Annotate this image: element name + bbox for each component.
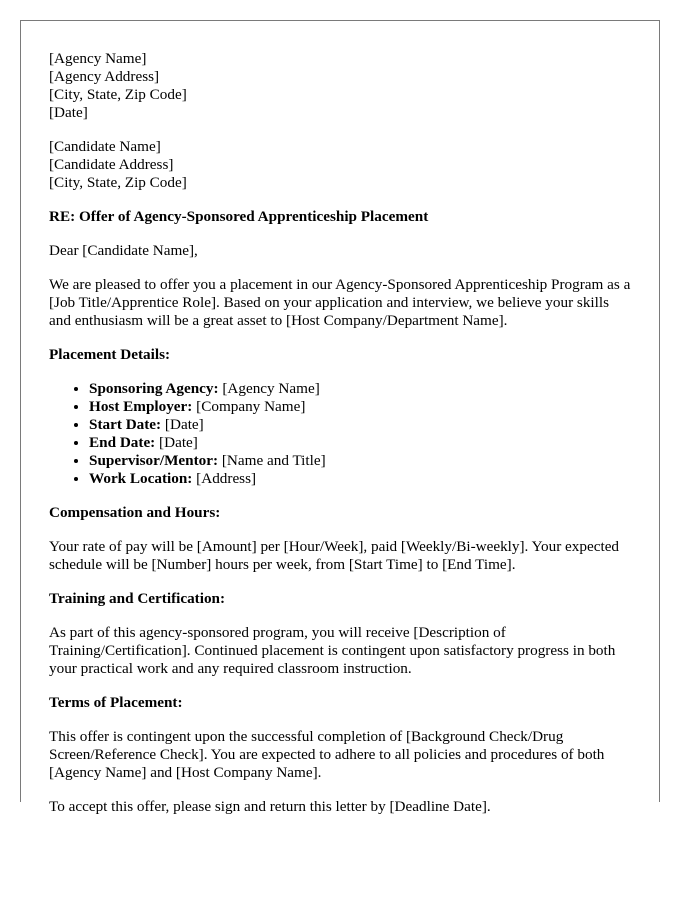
placement-value: [Address] [192, 470, 257, 487]
terms-heading: Terms of Placement: [49, 694, 183, 711]
placement-label: Work Location: [89, 470, 193, 487]
letter-page [20, 20, 660, 815]
placement-label: Host Employer: [89, 398, 193, 415]
recipient-city: [City, State, Zip Code] [49, 174, 187, 191]
recipient-address: [Candidate Address] [49, 156, 174, 173]
placement-heading: Placement Details: [49, 346, 171, 363]
placement-value: [Company Name] [192, 398, 306, 415]
placement-value: [Date] [161, 416, 204, 433]
training-heading: Training and Certification: [49, 590, 226, 607]
placement-label: Start Date: [89, 416, 162, 433]
placement-label: Sponsoring Agency: [89, 380, 219, 397]
placement-value: [Agency Name] [218, 380, 320, 397]
placement-label: Supervisor/Mentor: [89, 452, 219, 469]
sender-address: [Agency Address] [49, 68, 160, 85]
placement-item-location [89, 470, 631, 488]
placement-item-agency [89, 380, 631, 398]
sender-name: [Agency Name] [49, 50, 147, 67]
placement-value: [Date] [155, 434, 198, 451]
closing-paragraph: To accept this offer, please sign and return this letter by [Deadline Date]. [49, 798, 491, 815]
recipient-block [49, 138, 631, 192]
placement-item-start-date [89, 416, 631, 434]
training-paragraph: As part of this agency-sponsored program, you will receive [Description of Training/Certification]. Continued placement is contingent upon satisfactory progress in both your practical work and any required classroom instruction. [49, 624, 616, 677]
terms-paragraph: This offer is contingent upon the successful completion of [Background Check/Drug Screen/Reference Check]. You are expected to adhere to all policies and procedures of both [Agency Name] and [Host Company Name]. [49, 728, 605, 781]
recipient-name: [Candidate Name] [49, 138, 161, 155]
sender-city: [City, State, Zip Code] [49, 86, 187, 103]
placement-item-end-date [89, 434, 631, 452]
letter-content [21, 21, 659, 816]
placement-list [49, 380, 631, 488]
sender-block [49, 50, 631, 122]
subject-line: RE: Offer of Agency-Sponsored Apprenticeship Placement [49, 208, 429, 225]
compensation-heading: Compensation and Hours: [49, 504, 221, 521]
placement-label: End Date: [89, 434, 156, 451]
salutation: Dear [Candidate Name], [49, 242, 198, 259]
intro-paragraph: We are pleased to offer you a placement in our Agency-Sponsored Apprenticeship Program as a [Job Title/Apprentice Role]. Based on your application and interview, we believe your skills and enthusiasm will be a great asset to [Host Company/Department Name]. [49, 276, 631, 329]
compensation-paragraph: Your rate of pay will be [Amount] per [Hour/Week], paid [Weekly/Bi-weekly]. Your expected schedule will be [Number] hours per week, from [Start Time] to [End Time]. [49, 538, 620, 573]
placement-item-employer [89, 398, 631, 416]
letter-date: [Date] [49, 104, 88, 121]
placement-item-supervisor [89, 452, 631, 470]
placement-value: [Name and Title] [218, 452, 326, 469]
